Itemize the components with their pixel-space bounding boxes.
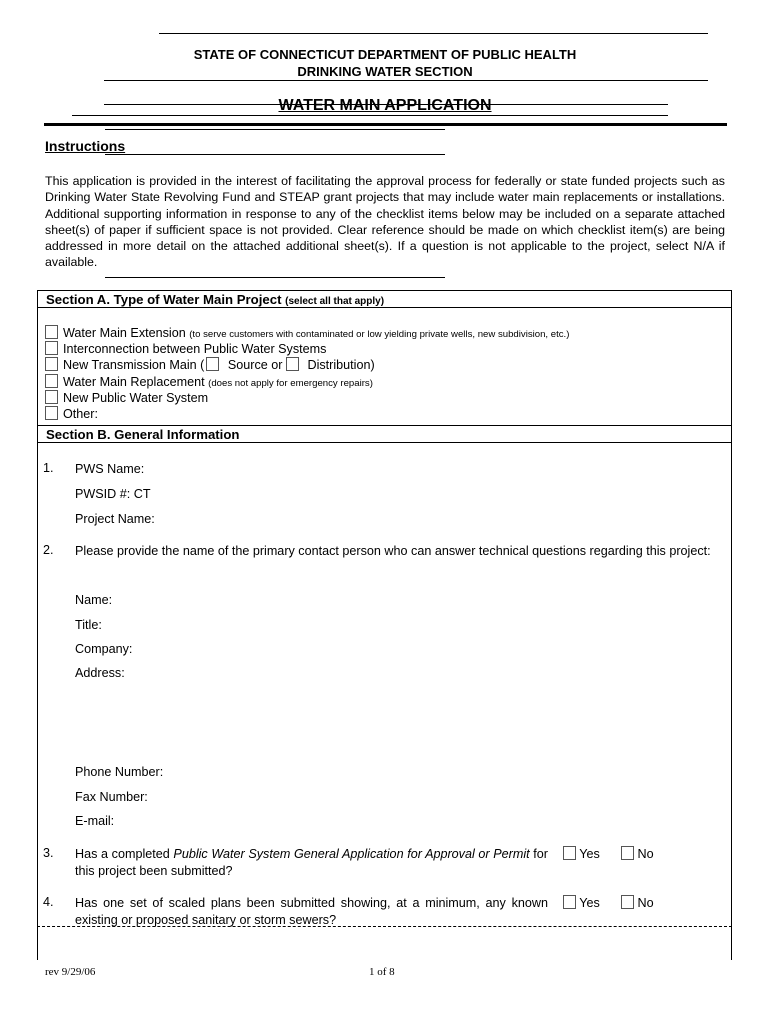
contact-email-label: E-mail: — [75, 814, 115, 828]
page-number: 1 of 8 — [369, 966, 395, 978]
source-label: Source or — [227, 358, 283, 372]
question-text-title: Public Water System General Application for Approval or Permit — [173, 847, 530, 861]
option-note: (to serve customers with contaminated or low yielding private wells, new subdivision, etc.) — [189, 329, 570, 340]
page-title: WATER MAIN APPLICATION — [278, 97, 492, 114]
section-a-subtitle: (select all that apply) — [285, 296, 385, 307]
checkbox-distribution[interactable] — [286, 357, 299, 371]
option-new-public-water-system[interactable] — [45, 390, 208, 405]
section-b-header — [37, 425, 732, 443]
checkbox[interactable] — [45, 406, 58, 420]
checkbox[interactable] — [621, 895, 634, 909]
contact-fax-label: Fax Number: — [75, 790, 148, 804]
pwsid-label: PWSID #: CT — [75, 487, 151, 501]
instructions-heading: Instructions — [45, 138, 126, 154]
no-label: No — [637, 847, 654, 861]
section-b-border — [731, 442, 732, 960]
distribution-label: Distribution) — [307, 358, 375, 372]
checkbox-source[interactable] — [206, 357, 219, 371]
project-name-label: Project Name: — [75, 512, 155, 526]
revision-date: rev 9/29/06 — [45, 966, 96, 978]
title-divider — [44, 123, 727, 126]
checkbox[interactable] — [563, 895, 576, 909]
header-rule — [72, 115, 668, 116]
header-rule — [159, 33, 708, 34]
option-water-main-replacement[interactable] — [45, 374, 373, 389]
option-label: New Transmission Main ( — [63, 358, 205, 372]
checkbox[interactable] — [45, 341, 58, 355]
section-b-border — [37, 442, 38, 960]
option-note: (does not apply for emergency repairs) — [208, 378, 373, 389]
contact-phone-label: Phone Number: — [75, 765, 164, 779]
checkbox[interactable] — [563, 846, 576, 860]
contact-name-label: Name: — [75, 593, 113, 607]
option-label: Other: — [63, 407, 98, 421]
option-label: Interconnection between Public Water Systems — [63, 342, 327, 356]
header-rule — [105, 129, 445, 130]
question-text-part: Has a completed — [75, 847, 174, 861]
option-transmission-main[interactable] — [45, 357, 375, 372]
instructions-text: This application is provided in the interest of facilitating the approval process for federally or state funded projects such as Drinking Water State Revolving Fund and STEAP grant projects that may include water main replacements or installations. Additional supporting information in response to any of the checklist items below may be included on a separate attached sheet(s) of paper if sufficient space is not provided. Clear reference should be made on which checklist item(s) are being addressed in more detail on the attached additional sheet(s). If a question is not applicable to the project, select N/A if available. — [45, 174, 725, 270]
checkbox[interactable] — [621, 846, 634, 860]
question-number: 1. — [43, 461, 54, 475]
question-number: 3. — [43, 846, 54, 860]
question-text-part: for this project been submitted? — [75, 847, 548, 878]
section-b-title: Section B. General Information — [46, 427, 240, 442]
q3-no-option[interactable] — [621, 846, 654, 861]
checkbox[interactable] — [45, 390, 58, 404]
question-text — [75, 846, 548, 879]
option-water-main-extension[interactable] — [45, 325, 569, 340]
q4-yes-option[interactable] — [563, 895, 600, 910]
checkbox[interactable] — [45, 325, 58, 339]
checkbox[interactable] — [45, 357, 58, 371]
question-number: 2. — [43, 543, 54, 557]
section-a-border — [731, 307, 732, 427]
instructions-rule — [105, 277, 445, 278]
question-text: Has one set of scaled plans been submitted showing, at a minimum, any known existing or proposed sanitary or storm sewers? — [75, 896, 548, 927]
agency-name: STATE OF CONNECTICUT DEPARTMENT OF PUBLIC HEALTH — [193, 47, 577, 62]
pws-name-label: PWS Name: — [75, 462, 145, 476]
dashed-divider — [37, 926, 732, 927]
contact-address-label: Address: — [75, 666, 125, 680]
option-label: New Public Water System — [63, 391, 209, 405]
yes-label: Yes — [579, 847, 600, 861]
q3-yes-option[interactable] — [563, 846, 600, 861]
option-label: Water Main Extension — [63, 326, 186, 340]
section-a-header — [37, 290, 732, 308]
q4-no-option[interactable] — [621, 895, 654, 910]
instructions-rule — [105, 154, 445, 155]
section-a-title: Section A. Type of Water Main Project — [46, 292, 282, 307]
option-interconnection[interactable] — [45, 341, 326, 356]
question-number: 4. — [43, 895, 54, 909]
checkbox[interactable] — [45, 374, 58, 388]
section-a-border — [37, 307, 38, 427]
question-text: Please provide the name of the primary contact person who can answer technical questions regarding this project: — [75, 544, 711, 558]
contact-title-label: Title: — [75, 618, 102, 632]
section-name: DRINKING WATER SECTION — [297, 64, 473, 79]
yes-label: Yes — [579, 896, 600, 910]
option-other[interactable] — [45, 406, 98, 421]
no-label: No — [637, 896, 654, 910]
contact-company-label: Company: — [75, 642, 133, 656]
option-label: Water Main Replacement — [63, 375, 205, 389]
header-rule — [104, 80, 708, 81]
